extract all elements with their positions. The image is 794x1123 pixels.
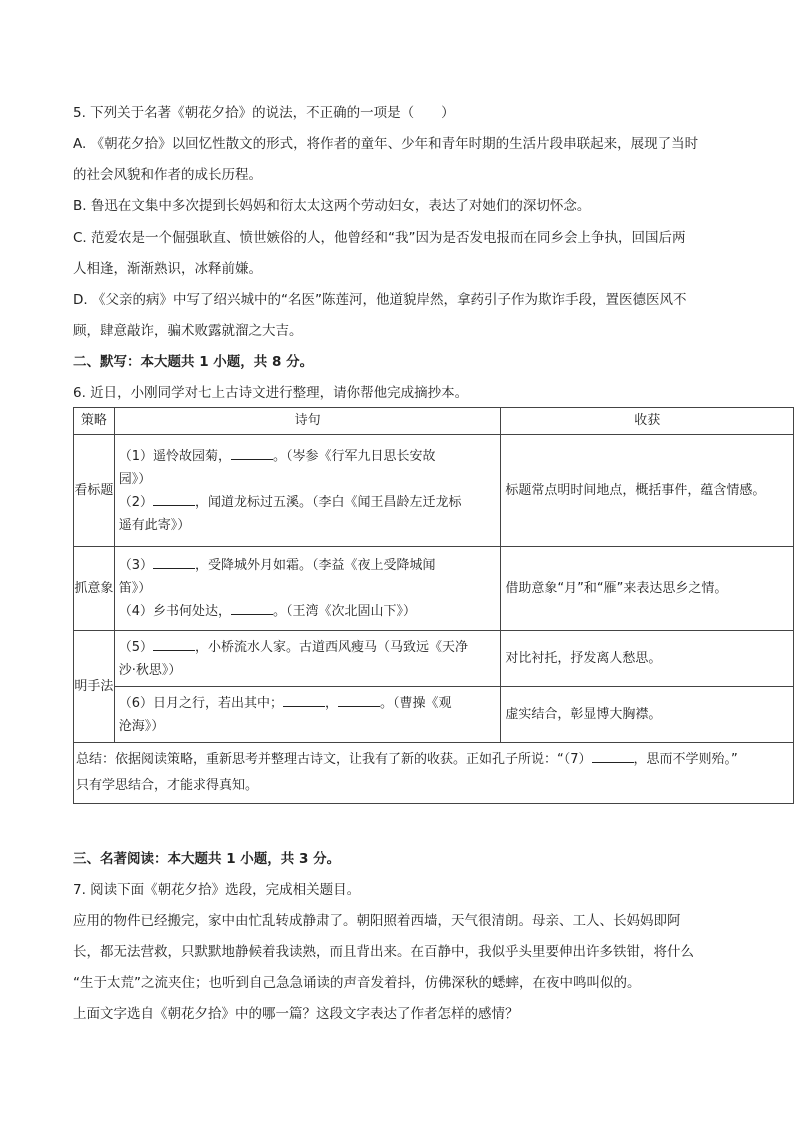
q5-option-c-line2: 人相逢，渐渐熟识，冰释前嫌。 <box>73 261 262 277</box>
verse-cell: （3） ，受降城外月如霜。（李益《夜上受降城闻 笛》） （4）乡书何处达， 。（王湾《次北固山下》） <box>114 547 501 631</box>
q6-stem: 6. 近日，小刚同学对七上古诗文进行整理，请你帮他完成摘抄本。 <box>73 385 469 401</box>
section-3-heading: 三、名著阅读：本大题共 1 小题，共 3 分。 <box>73 851 341 867</box>
q7-question: 上面文字选自《朝花夕拾》中的哪一篇？这段文字表达了作者怎样的感情？ <box>73 1006 519 1022</box>
verse-cell: （5） ，小桥流水人家。古道西风瘦马（马致远《天净 沙·秋思》） <box>114 631 501 687</box>
header-verse: 诗句 <box>114 408 501 435</box>
answer-blank-7[interactable] <box>592 750 634 763</box>
q5-stem: 5. 下列关于名著《朝花夕拾》的说法，不正确的一项是（ ） <box>73 105 455 121</box>
q7-passage-line1: 应用的物件已经搬完，家中由忙乱转成静肃了。朝阳照着西墙，天气很清朗。母亲、工人、长妈妈即阿 <box>73 913 681 929</box>
answer-blank-2[interactable] <box>153 493 195 506</box>
answer-blank-6b[interactable] <box>338 694 380 707</box>
verse-cell: （1）遥怜故园菊， 。（岑参《行军九日思长安故 园》） （2） ，闻道龙标过五溪。（李白《闻王昌龄左迁龙标 遥有此寄》） <box>114 435 501 547</box>
table-row <box>74 687 794 743</box>
header-gain: 收获 <box>501 408 794 435</box>
answer-blank-6a[interactable] <box>283 694 325 707</box>
q5-option-b: B. 鲁迅在文集中多次提到长妈妈和衍太太这两个劳动妇女，表达了对她们的深切怀念。 <box>73 198 591 214</box>
q7-stem: 7. 阅读下面《朝花夕拾》选段，完成相关题目。 <box>73 882 361 898</box>
answer-blank-1[interactable] <box>231 447 273 460</box>
answer-blank-5[interactable] <box>153 638 195 651</box>
summary-cell: 总结：依据阅读策略，重新思考并整理古诗文，让我有了新的收获。正如孔子所说：“（7） ，思而不学则殆。” 只有学思结合，才能求得真知。 <box>74 743 794 804</box>
table-row <box>74 435 794 547</box>
answer-blank-3[interactable] <box>153 556 195 569</box>
table-header-row <box>74 408 794 435</box>
q7-passage-line2: 长，都无法营救，只默默地静候着我读熟，而且背出来。在百静中，我似乎头里要伸出许多铁钳，将什么 <box>73 944 694 960</box>
strategy-cell: 明手法 <box>74 631 115 743</box>
q5-option-d-line2: 顾，肆意敲诈，骗术败露就溜之大吉。 <box>73 323 303 339</box>
gain-cell: 借助意象“月”和“雁”来表达思乡之情。 <box>501 547 794 631</box>
gain-cell: 对比衬托，抒发离人愁思。 <box>501 631 794 687</box>
q5-option-a-line2: 的社会风貌和作者的成长历程。 <box>73 167 262 183</box>
poem-table <box>73 407 794 804</box>
gain-cell: 标题常点明时间地点，概括事件，蕴含情感。 <box>501 435 794 547</box>
strategy-cell: 抓意象 <box>74 547 115 631</box>
q7-passage-line3: “生于太荒”之流夹住；也听到自己急急诵读的声音发着抖，仿佛深秋的蟋蟀，在夜中鸣叫似的。 <box>73 975 641 991</box>
q5-option-d-line1: D. 《父亲的病》中写了绍兴城中的“名医”陈莲河，他道貌岸然，拿药引子作为欺诈手段，置医德医风不 <box>73 292 687 308</box>
q5-option-c-line1: C. 范爱农是一个倔强耿直、愤世嫉俗的人，他曾经和“我”因为是否发电报而在同乡会上争执，回国后两 <box>73 230 686 246</box>
summary-row <box>74 743 794 804</box>
answer-blank-4[interactable] <box>231 602 273 615</box>
strategy-cell: 看标题 <box>74 435 115 547</box>
table-row <box>74 631 794 687</box>
verse-cell: （6）日月之行，若出其中； ， 。（曹操《观 沧海》） <box>114 687 501 743</box>
section-2-heading: 二、默写：本大题共 1 小题，共 8 分。 <box>73 354 314 370</box>
gain-cell: 虚实结合，彰显博大胸襟。 <box>501 687 794 743</box>
table-row <box>74 547 794 631</box>
header-strategy: 策略 <box>74 408 115 435</box>
q5-option-a-line1: A. 《朝花夕拾》以回忆性散文的形式，将作者的童年、少年和青年时期的生活片段串联起来，展现了当时 <box>73 136 699 152</box>
